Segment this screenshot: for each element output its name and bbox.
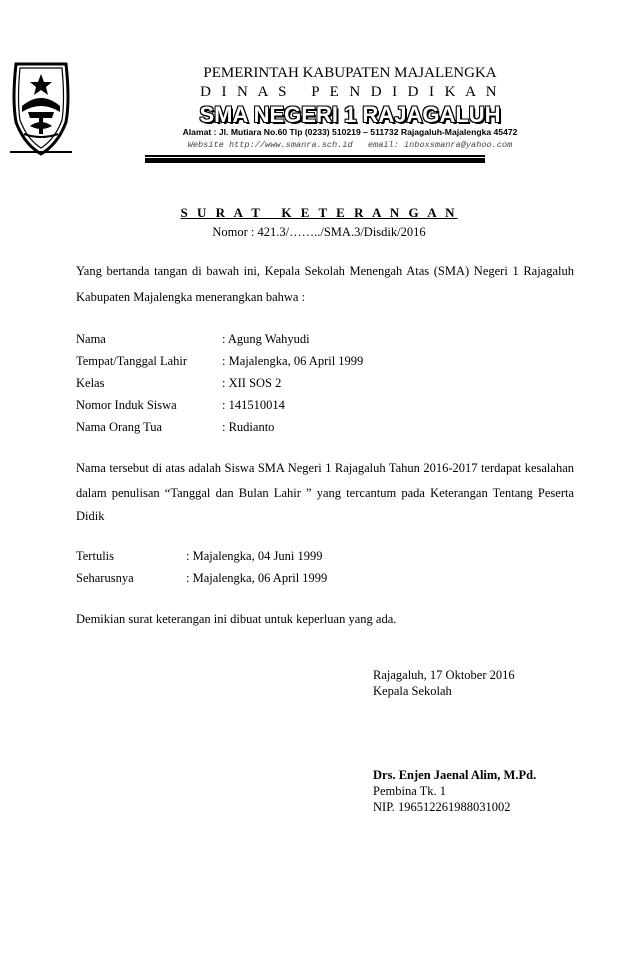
email-text: email: inboxsmanra@yahoo.com — [367, 140, 513, 150]
intro-line-2: Kabupaten Majalengka menerangkan bahwa : — [76, 290, 306, 304]
signatory-nip: NIP. 196512261988031002 — [373, 800, 511, 814]
field-value-birth: : Majalengka, 06 April 1999 — [222, 354, 364, 368]
place-date: Rajagaluh, 17 Oktober 2016 — [373, 668, 515, 682]
field-label-name: Nama — [76, 332, 106, 346]
field-label-parent: Nama Orang Tua — [76, 420, 163, 434]
letter-title: S U R A T K E T E R A N G A N — [180, 205, 458, 220]
field-value-nis: : 141510014 — [222, 398, 285, 412]
correction-label-written: Tertulis — [76, 549, 115, 563]
letter-number: Nomor : 421.3/……../SMA.3/Disdik/2016 — [212, 225, 426, 239]
body-line-3: Didik — [76, 509, 105, 523]
field-value-name: : Agung Wahyudi — [222, 332, 310, 346]
website-text: Website http://www.smanra.sch.id — [187, 140, 353, 150]
department-heading: D I N A S P E N D I D I K A N — [200, 84, 500, 100]
signatory-name: Drs. Enjen Jaenal Alim, M.Pd. — [373, 768, 537, 782]
field-label-birth: Tempat/Tanggal Lahir — [76, 354, 188, 368]
body-line-2: dalam penulisan “Tanggal dan Bulan Lahir ” yang tercantum pada Keterangan Tentang Peserta — [76, 486, 574, 500]
field-label-nis: Nomor Induk Siswa — [76, 398, 177, 412]
closing-statement: Demikian surat keterangan ini dibuat untuk keperluan yang ada. — [76, 612, 397, 626]
letterhead-rule-thick — [145, 158, 485, 163]
regency-emblem-logo — [8, 60, 74, 158]
intro-line-1: Yang bertanda tangan di bawah ini, Kepala Sekolah Menengah Atas (SMA) Negeri 1 Rajagaluh — [76, 264, 574, 278]
correction-value-written: : Majalengka, 04 Juni 1999 — [186, 549, 323, 563]
contact-line — [70, 140, 630, 150]
field-value-parent: : Rudianto — [222, 420, 275, 434]
body-line-1: Nama tersebut di atas adalah Siswa SMA Negeri 1 Rajagaluh Tahun 2016-2017 terdapat kesalahan — [76, 461, 574, 475]
school-address: Alamat : Jl. Mutiara No.60 Tlp (0233) 510219 – 511732 Rajagaluh-Majalengka 45472 — [182, 127, 518, 137]
government-heading: PEMERINTAH KABUPATEN MAJALENGKA — [203, 65, 497, 81]
correction-label-correct: Seharusnya — [76, 571, 134, 585]
correction-value-correct: : Majalengka, 06 April 1999 — [186, 571, 328, 585]
letterhead-rule-thin — [145, 155, 485, 157]
school-name: SMA NEGERI 1 RAJAGALUH — [199, 102, 501, 127]
field-label-class: Kelas — [76, 376, 105, 390]
signatory-position: Kepala Sekolah — [373, 684, 452, 698]
field-value-class: : XII SOS 2 — [222, 376, 282, 390]
signatory-rank: Pembina Tk. 1 — [373, 784, 447, 798]
